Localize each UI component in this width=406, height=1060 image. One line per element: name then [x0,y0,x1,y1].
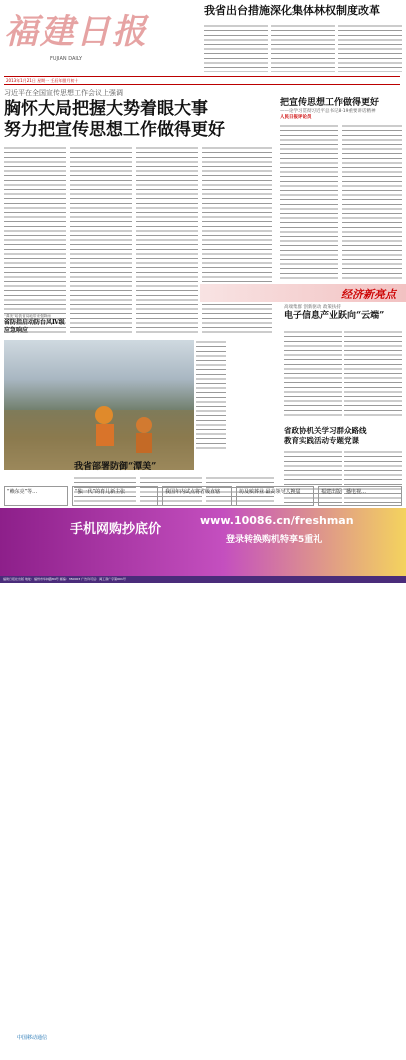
masthead [4,4,204,74]
news-photo [4,340,194,470]
nav-item-2[interactable] [162,486,232,506]
info-story [284,305,402,322]
photo-caption-col [196,340,226,450]
nav-item-0-label: “赖东亮”等… [7,489,38,495]
nav-item-2-label: 我国年内试点将省级直辖 [165,489,221,495]
nav-item-4-label: 福建出版广播电视… [321,489,367,495]
ad-slogan: 登录转换购机特享5重礼 [226,535,323,545]
info-story-text-col-1 [284,330,342,418]
nav-item-0[interactable] [4,486,68,506]
lead-text-col-4 [202,146,272,336]
info-story-kicker: 高端集群 创新驱动 政策扶持 [284,305,341,310]
ad-url: www.10086.cn/freshman [200,514,354,527]
masthead-title: 福建日报 [4,12,148,52]
lead-headline-2: 努力把宣传思想工作做得更好 [4,120,225,140]
nav-item-4[interactable] [318,486,402,506]
flood-story-headline: 省防指启动防台风Ⅳ级应急响应 [4,319,65,334]
lead-text-col-1 [4,146,66,336]
top-right-text-col-1 [204,24,268,72]
news-photo-illustration [4,340,194,470]
banner-label: 经济新亮点 [341,288,396,301]
nav-item-3[interactable] [236,486,314,506]
info-story-headline: 电子信息产业跃向“云端” [284,311,385,321]
nav-item-3-label: 坊及殡葬业 最高领导人换届 [239,489,301,495]
gov-story [284,426,402,445]
right-story [280,98,402,121]
right-story-text-col-1 [280,124,338,280]
flood-story [4,314,68,334]
right-story-headline: 把宣传思想工作做得更好 [280,98,380,108]
right-story-sub: ——论学习贯彻习近平总书记8·19重要讲话精神 [280,109,376,114]
gov-story-headline-2: 教育实践活动专题党课 [284,435,359,445]
lead-kicker: 习近平在全国宣传思想工作会议上强调 [4,89,123,97]
lead-text-col-3 [136,146,198,336]
top-right-text-col-2 [271,24,335,72]
top-right-headline: 我省出台措施深化集体林权制度改革 [204,4,380,17]
top-right-story [204,4,402,24]
center-story-headline: 我省部署防御“潭美” [74,462,157,472]
bottom-ad[interactable] [0,508,406,1041]
info-story-text-col-2 [344,330,402,418]
ad-logo-box [4,1020,60,1060]
lead-text-col-2 [70,146,132,336]
nav-item-1[interactable] [72,486,158,506]
masthead-subtitle: FUJIAN DAILY [50,56,83,62]
ad-logo-text: 中国移动通信 [16,1035,47,1041]
top-right-text-col-3 [338,24,402,72]
lead-headline-1: 胸怀大局把握大势着眼大事 [4,99,208,119]
nav-item-1-label: “独一代”的育儿新主张 [75,489,126,495]
right-story-text-col-2 [342,124,402,280]
footer: 福建日报社出版 地址：福州市华林路84号 邮编：350003 广告许可证：闽工商广字第001号 [0,576,406,583]
ad-headline: 手机网购抄底价 [70,522,162,537]
flood-story-kicker: “潭美”给我省局地带来强降雨 [4,314,51,318]
center-story [74,462,274,473]
gov-story-headline-1: 省政协机关学习群众路线 [284,426,367,435]
nav-row [4,486,402,506]
economy-banner [200,284,406,302]
lead-kicker-wrap [4,88,274,97]
dateline: 2013年1月21日 星期一 壬辰年腊月初十 [4,76,400,85]
right-story-byline: 人民日报评论员 [280,115,312,120]
